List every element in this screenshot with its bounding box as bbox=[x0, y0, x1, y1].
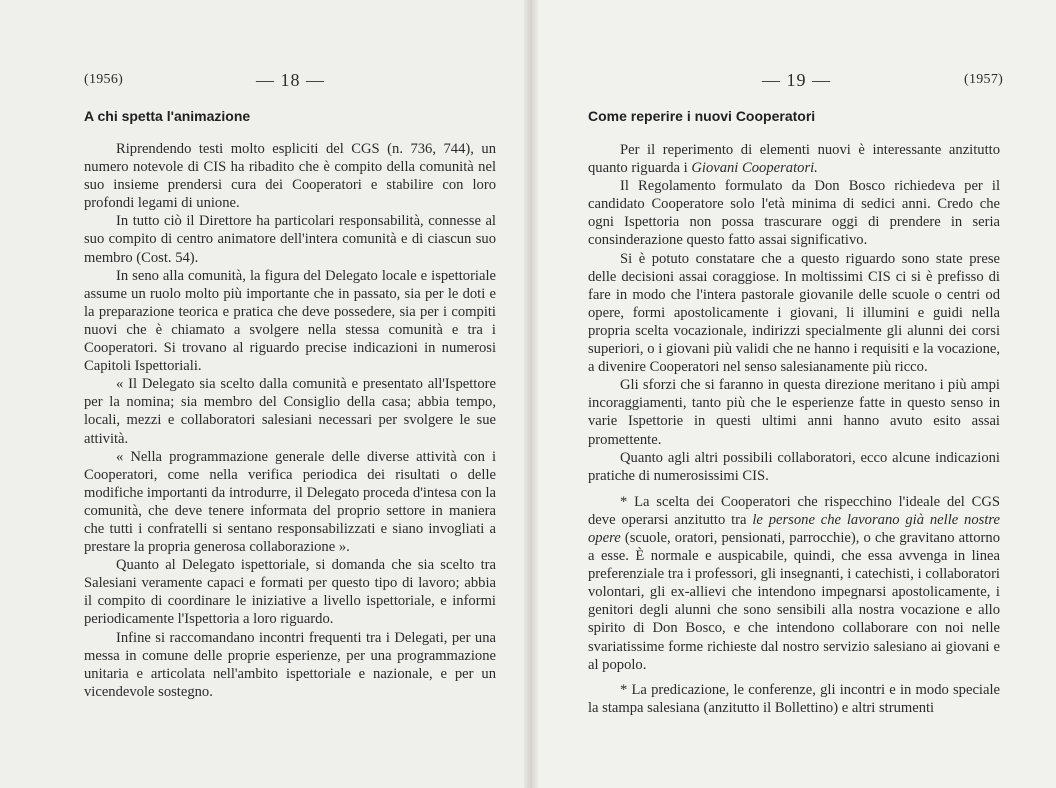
left-year: (1956) bbox=[84, 72, 124, 87]
right-section-heading: Come reperire i nuovi Cooperatori bbox=[588, 108, 816, 124]
right-paragraph bbox=[588, 141, 1000, 177]
paragraph-text: Per il reperimento di elementi nuovi è interessante anzitutto quanto riguarda i bbox=[588, 142, 1000, 177]
left-section-heading: A chi spetta l'animazione bbox=[84, 108, 251, 124]
book-gutter bbox=[524, 0, 538, 788]
left-paragraph: « Il Delegato sia scelto dalla comunità e presentato all'Ispettore per la nomina; sia membro del Consiglio della casa; abbia tempo, locali, mezzi e collaboratori salesiani necessari per svolgere le sue attività. bbox=[84, 376, 496, 447]
left-paragraph: In tutto ciò il Direttore ha particolari responsabilità, connesse al suo compito di centro animatore dell'intera comunità e di ciascun suo membro (Cost. 54). bbox=[84, 213, 496, 266]
left-paragraph: Quanto al Delegato ispettoriale, si domanda che sia scelto tra Salesiani veramente capaci e formati per questo tipo di lavoro; abbia il compito di coordinare le iniziative a livello ispettoriale, e informi periodicamente l'Ispettoria a loro riguardo. bbox=[84, 557, 496, 628]
italic-text: le persone che lavorano già nelle nostre opere bbox=[588, 511, 1001, 546]
right-paragraph: * La predicazione, le conferenze, gli incontri e in modo speciale la stampa salesiana (anzitutto il Bollettino) e altri strumenti bbox=[588, 681, 1000, 716]
right-page bbox=[530, 0, 1056, 788]
left-paragraph: Infine si raccomandano incontri frequenti tra i Delegati, per una messa in comune delle proprie esperienze, per una programmazione unitaria e articolata nell'ambito ispettoriale e nazionale, e per un vicendevole sostegno. bbox=[84, 629, 496, 700]
right-paragraph: Gli sforzi che si faranno in questa direzione meritano i più ampi incoraggiamenti, tanto più che le esperienze fatte in questo senso in varie Ispettorie in questi ultimi anni hanno avuto esito assai promettente. bbox=[588, 377, 1000, 448]
paragraph-text: (scuole, oratori, pensionati, parrocchie), o che gravitano attorno a esse. È normale e auspicabile, quindi, che essa avvenga in linea preferenziale tra i professori, gli insegnanti, i catechisti, i collaboratori volontari, gli ex-allievi che intendono impegnarsi apostolicamente, i genitori degli alunni che sono sensibili alla nostra vocazione e allo spirito di Don Bosco, e che intendono collaborare con noi nelle svariatissime forme richieste dal nostro servizio salesiano ai giovani e al popolo. bbox=[588, 529, 1000, 673]
right-paragraph: Il Regolamento formulato da Don Bosco richiedeva per il candidato Cooperatore solo l'età minima di sedici anni. Credo che ogni Ispettoria non possa trascurare oggi di prendere in seria consinderazione questo fatto assai significativo. bbox=[588, 178, 1000, 249]
right-paragraph: Si è potuto constatare che a questo riguardo sono state prese delle decisioni assai coraggiose. In moltissimi CIS ci si è prefisso di fare in modo che l'intera pastorale giovanile delle scuole o centri od opere, formi apostolicamente i giovani, li illumini e guidi nella propria scelta vocazionale, indirizzi specialmente gli alunni dei corsi superiori, o i giovani più validi che ne hanno i requisiti e la vocazione, a divenire Cooperatori nel senso salesianamente più ricco. bbox=[588, 250, 1000, 376]
right-page-number: — 19 — bbox=[762, 70, 831, 90]
right-paragraph bbox=[588, 493, 1000, 674]
right-year: (1957) bbox=[964, 72, 1004, 87]
right-body-text bbox=[588, 141, 1000, 717]
italic-text: Giovani Cooperatori. bbox=[691, 160, 818, 177]
left-page-number: — 18 — bbox=[256, 70, 325, 90]
paragraph-text: * La scelta dei Cooperatori che rispecchino l'ideale del CGS deve operarsi anzitutto tra bbox=[588, 493, 1000, 528]
left-paragraph: In seno alla comunità, la figura del Delegato locale e ispettoriale assume un ruolo molto più importante che in passato, sia per le doti e la preparazione teorica e pratica che deve possedere, sia per i compiti nuovi che è chiamato a svolgere nella stessa comunità e tra i Cooperatori. Si trovano al riguardo precise indicazioni in numerosi Capitoli Ispettoriali. bbox=[84, 267, 496, 375]
left-body-text bbox=[84, 140, 496, 701]
left-paragraph: Riprendendo testi molto espliciti del CGS (n. 736, 744), un numero notevole di CIS ha ribadito che è compito della comunità nel suo insieme prendersi cura dei Cooperatori e stabilire con loro profondi legami di unione. bbox=[84, 141, 496, 212]
right-paragraph: Quanto agli altri possibili collaboratori, ecco alcune indicazioni pratiche di numerosissimi CIS. bbox=[588, 449, 1000, 484]
left-paragraph: « Nella programmazione generale delle diverse attività con i Cooperatori, come nella verifica periodica dei risultati o delle modifiche importanti da introdurre, il Delegato proceda d'intesa con la comunità, che deve tenere informata del proprio settore in maniera che tutti i confratelli si sentano responsabilizzati e siano invogliati a prestare la propria generosa collaborazione ». bbox=[84, 448, 496, 556]
